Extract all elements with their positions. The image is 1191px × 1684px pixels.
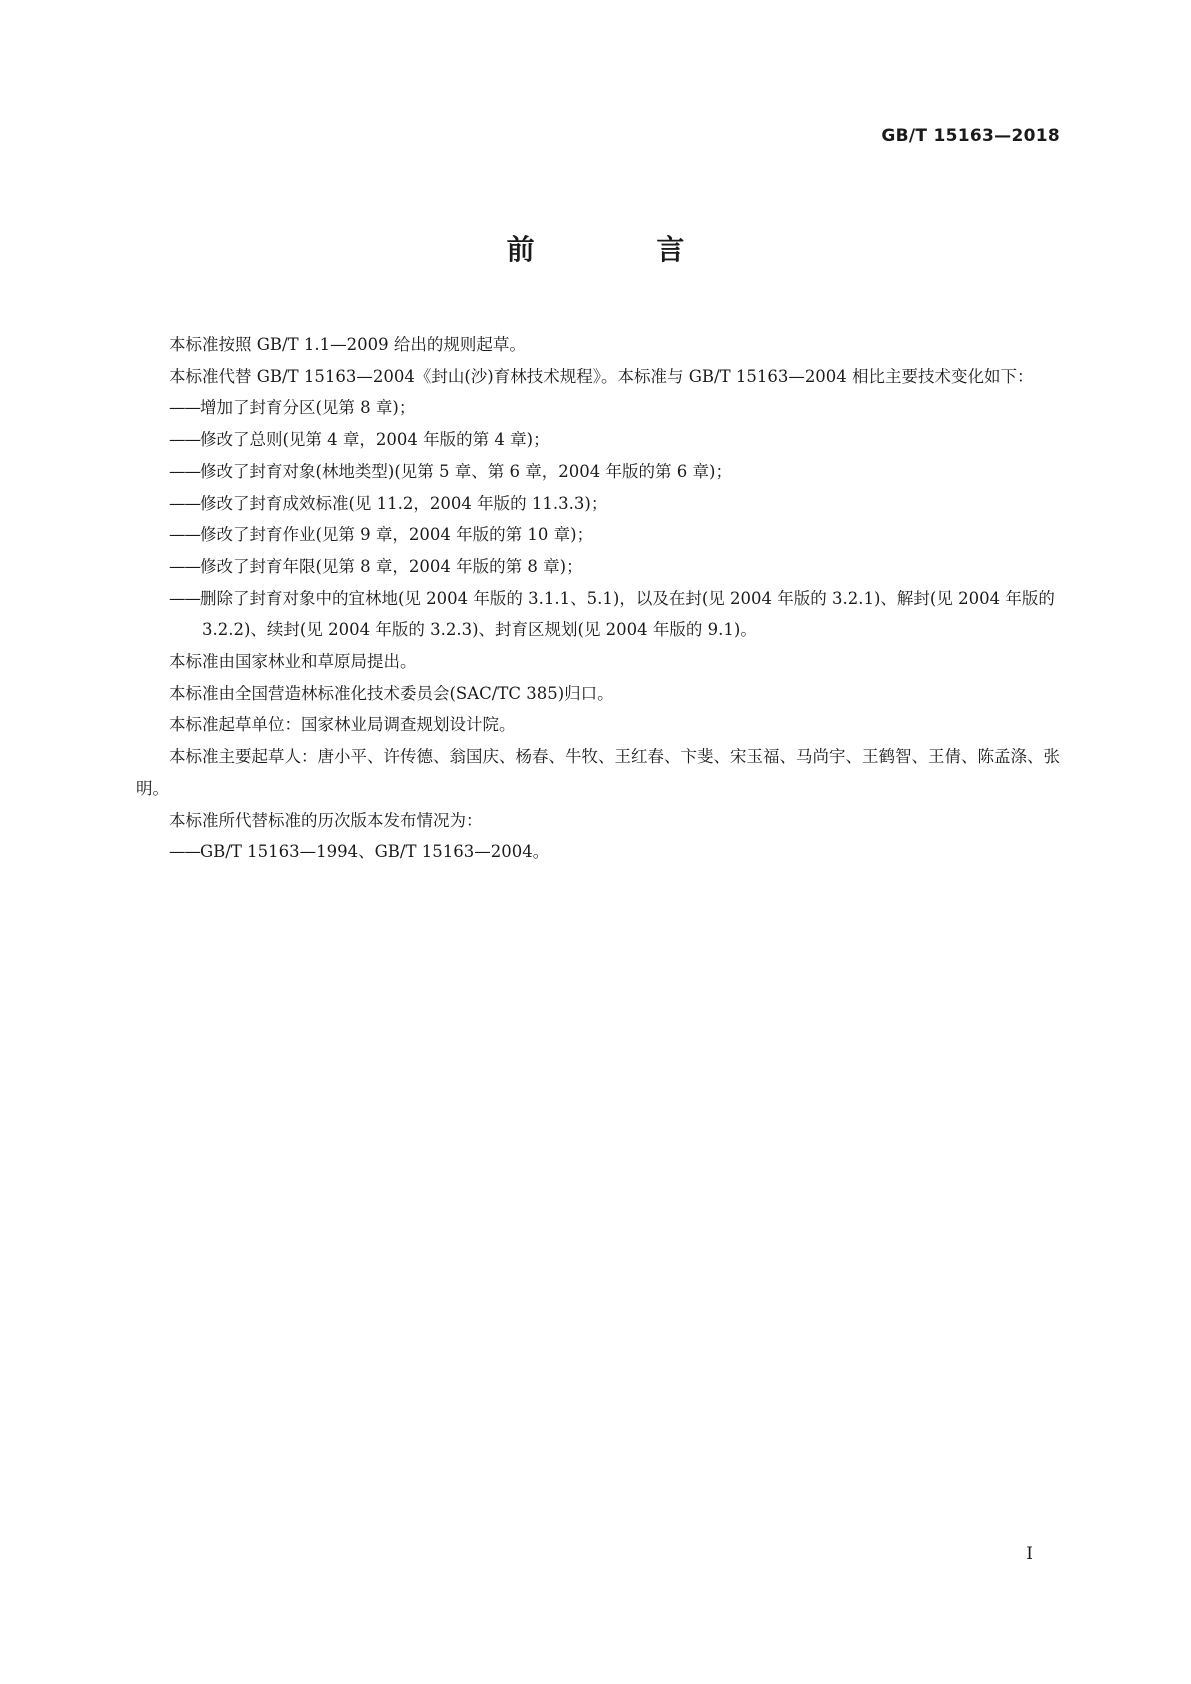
paragraph: 本标准主要起草人：唐小平、许传德、翁国庆、杨春、牛牧、王红春、卞斐、宋玉福、马尚宇、王鹤智、王倩、陈孟涤、张明。 — [136, 747, 1060, 798]
dash-mark: —— — [169, 556, 200, 576]
change-text: 修改了封育成效标准(见 11.2，2004 年版的 11.3.3)； — [200, 493, 608, 513]
paragraph: 本标准由国家林业和草原局提出。 — [169, 652, 417, 672]
change-item — [136, 519, 1062, 551]
dash-mark: —— — [169, 493, 200, 513]
foreword-body — [136, 329, 1062, 868]
change-text: 增加了封育分区(见第 8 章)； — [200, 398, 416, 418]
change-item — [136, 488, 1062, 520]
paragraph: 本标准所代替标准的历次版本发布情况为： — [169, 810, 483, 830]
change-item — [136, 456, 1062, 488]
history-text: GB/T 15163—1994、GB/T 15163—2004。 — [200, 842, 550, 862]
dash-mark: —— — [169, 461, 200, 481]
paragraph: 本标准起草单位：国家林业局调查规划设计院。 — [169, 715, 516, 735]
paragraph: 本标准按照 GB/T 1.1—2009 给出的规则起草。 — [169, 335, 526, 354]
change-text: 修改了总则(见第 4 章，2004 年版的第 4 章)； — [200, 430, 550, 450]
dash-mark: —— — [169, 398, 200, 418]
change-text: 修改了封育作业(见第 9 章，2004 年版的第 10 章)； — [200, 525, 594, 545]
standard-code: GB/T 15163—2018 — [881, 126, 1060, 146]
page-number: I — [1026, 1544, 1033, 1564]
dash-mark: —— — [169, 842, 200, 862]
change-text: 删除了封育对象中的宜林地(见 2004 年版的 3.1.1、5.1)，以及在封(见 2004 年版的 3.2.1)、解封(见 2004 年版的 3.2.2)、续封(见 2004 年版的 3.2.3)、封育区规划(见 2004 年版的 9.1)。 — [200, 588, 1055, 640]
change-text: 修改了封育对象(林地类型)(见第 5 章、第 6 章，2004 年版的第 6 章)； — [200, 461, 732, 481]
change-item — [136, 551, 1062, 583]
paragraph: 本标准由全国营造林标准化技术委员会(SAC/TC 385)归口。 — [169, 683, 614, 703]
change-text: 修改了封育年限(见第 8 章，2004 年版的第 8 章)； — [200, 556, 583, 576]
history-item — [136, 836, 1062, 868]
change-item — [136, 424, 1062, 456]
dash-mark: —— — [169, 588, 200, 608]
change-item — [136, 392, 1062, 424]
dash-mark: —— — [169, 430, 200, 450]
dash-mark: —— — [169, 525, 200, 545]
change-item — [136, 583, 1062, 646]
paragraph: 本标准代替 GB/T 15163—2004《封山(沙)育林技术规程》。本标准与 GB/T 15163—2004 相比主要技术变化如下： — [169, 366, 1034, 386]
page-title: 前 言 — [506, 233, 741, 266]
